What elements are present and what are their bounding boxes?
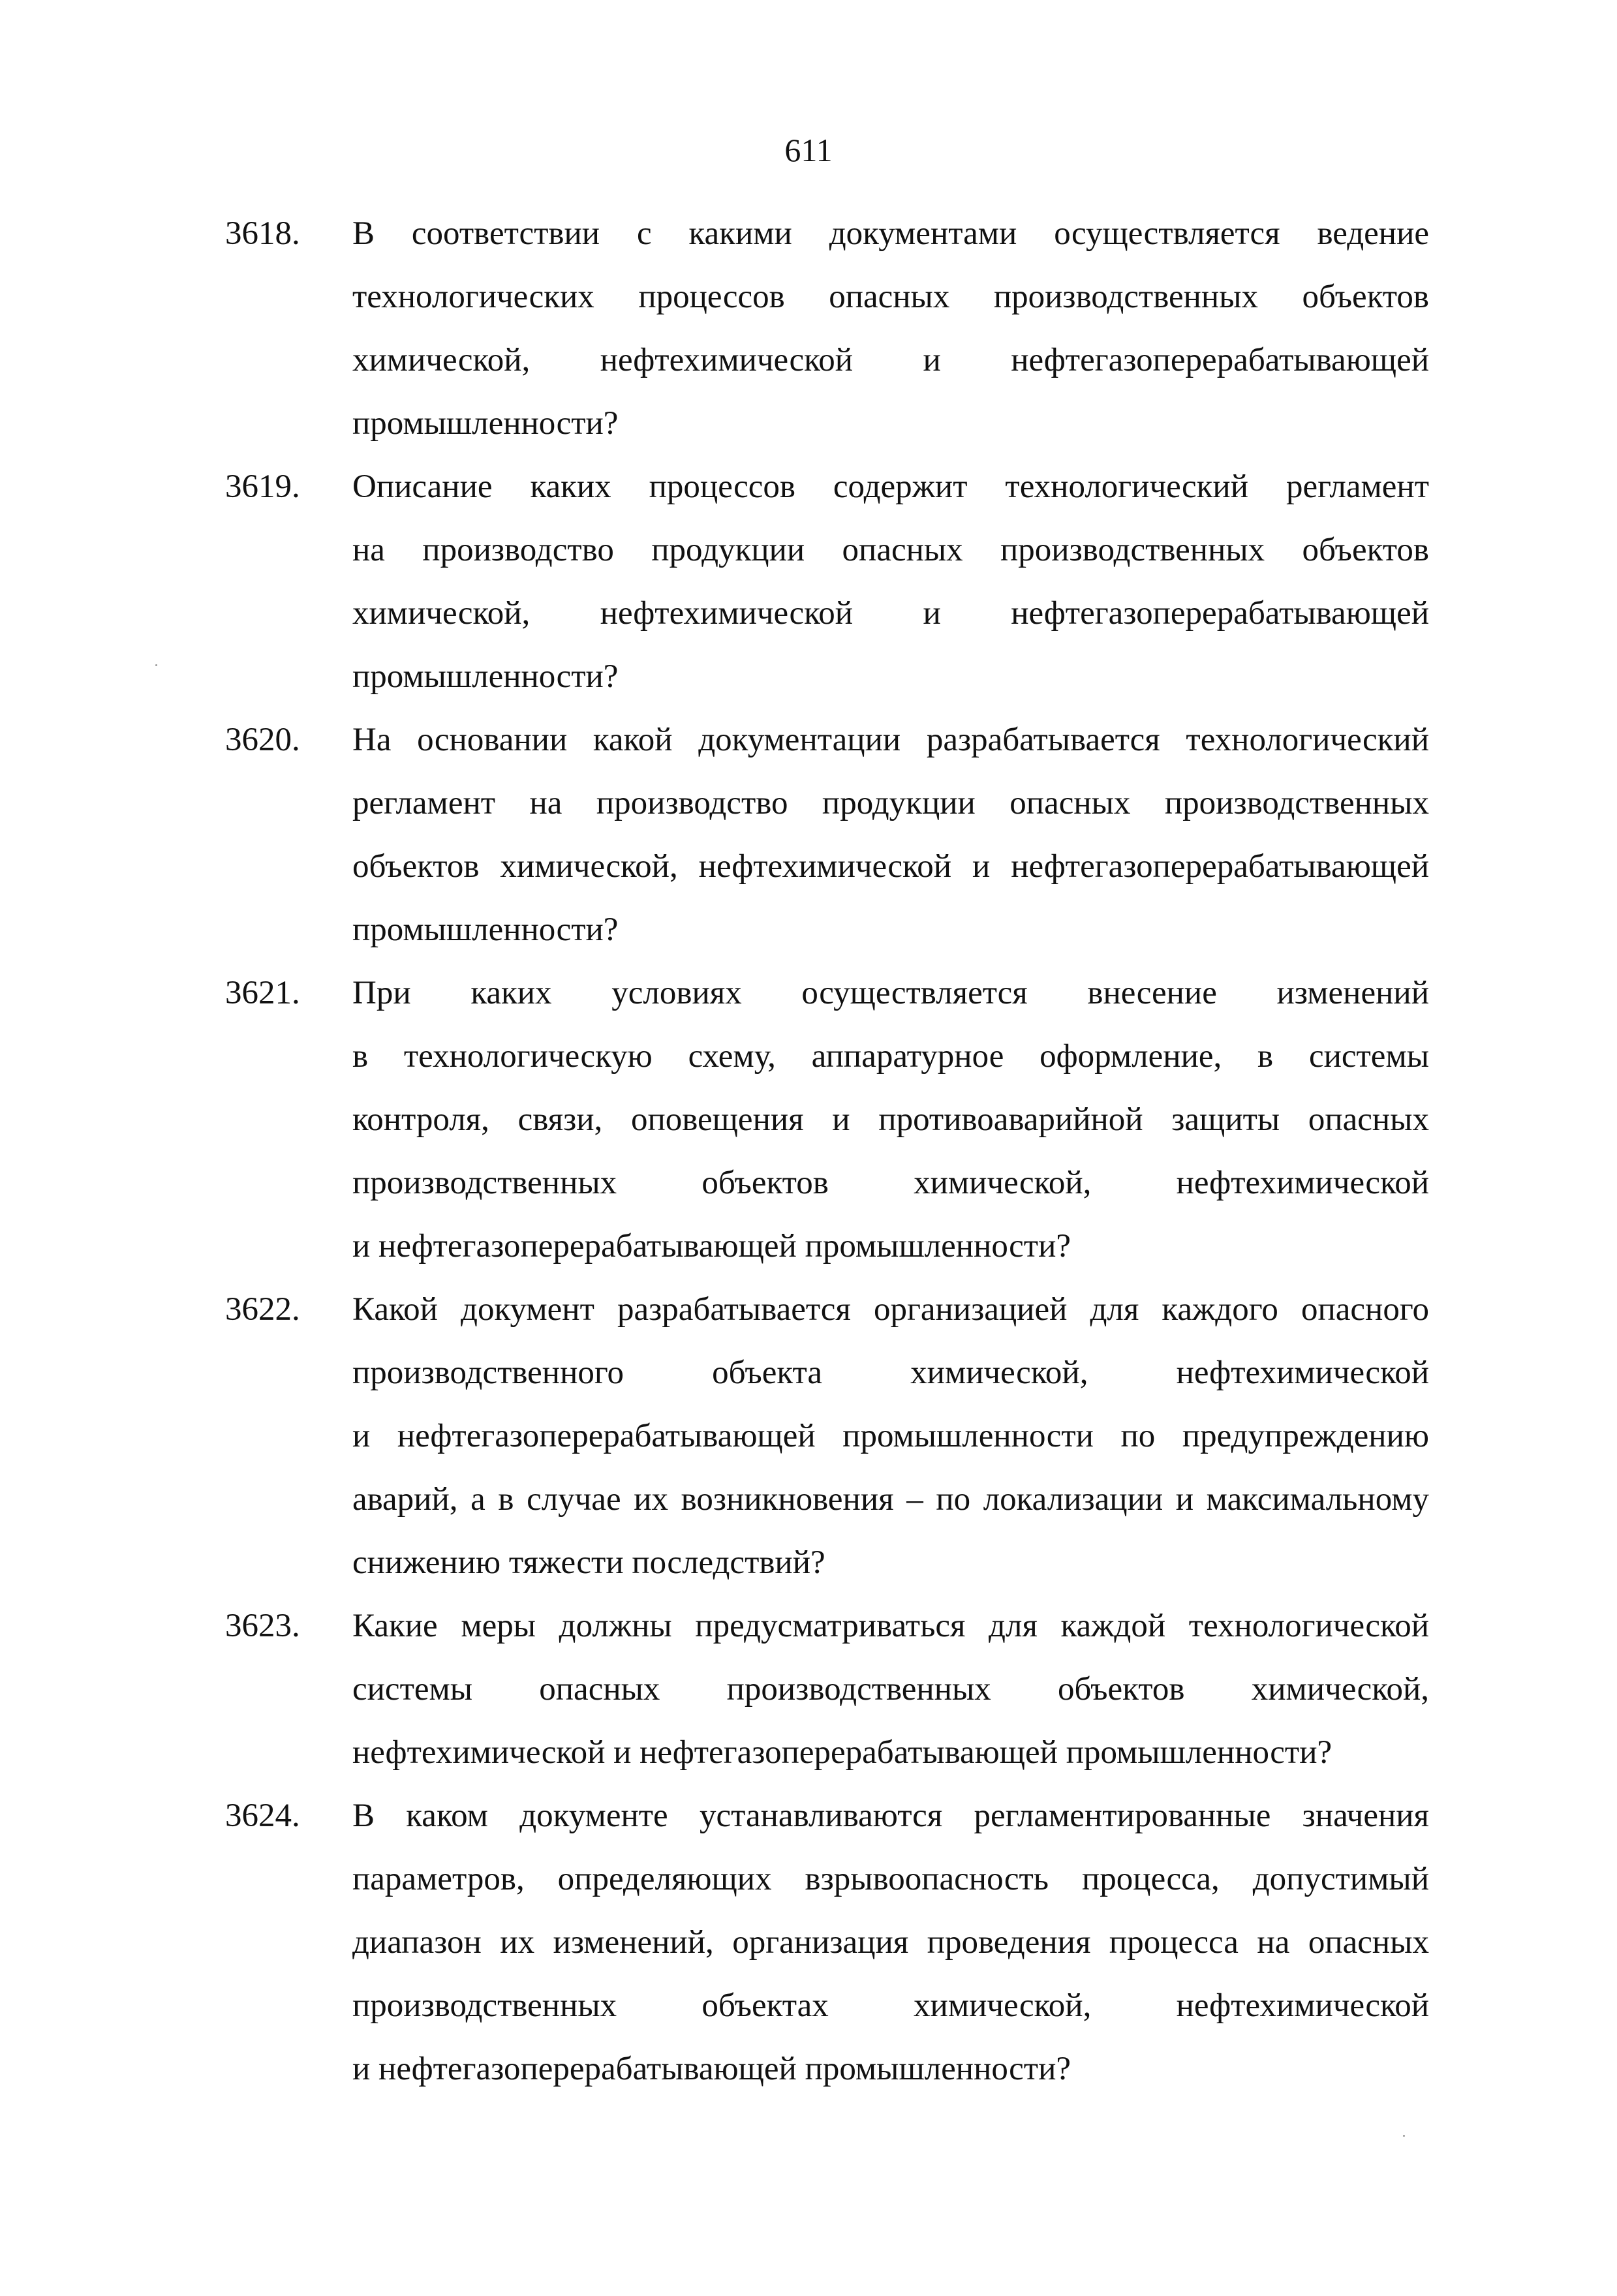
question-3622 xyxy=(225,1278,1429,1595)
question-line: Какие меры должны предусматриваться для каждой технологической xyxy=(352,1608,1429,1644)
question-line: производственных объектов химической, нефтехимической xyxy=(352,1165,1429,1201)
scan-speck xyxy=(155,664,157,666)
question-text xyxy=(352,1784,1429,2101)
question-line: диапазон их изменений, организация проведения процесса на опасных xyxy=(352,1924,1429,1961)
question-number: 3618. xyxy=(225,215,300,252)
question-line: системы опасных производственных объектов химической, xyxy=(352,1671,1429,1707)
question-line: На основании какой документации разрабатывается технологический xyxy=(352,722,1429,758)
question-line: В соответствии с какими документами осуществляется ведение xyxy=(352,215,1429,252)
question-number: 3621. xyxy=(225,975,300,1011)
question-number: 3619. xyxy=(225,468,300,505)
scan-speck xyxy=(1403,2135,1405,2137)
question-line: параметров, определяющих взрывоопасность процесса, допустимый xyxy=(352,1861,1429,1897)
question-line: технологических процессов опасных производственных объектов xyxy=(352,279,1429,315)
question-line: и нефтегазоперерабатывающей промышленности? xyxy=(352,2051,1071,2087)
question-text xyxy=(352,709,1429,962)
question-line: и нефтегазоперерабатывающей промышленности по предупреждению xyxy=(352,1418,1429,1454)
question-line: промышленности? xyxy=(352,911,619,948)
question-number: 3623. xyxy=(225,1608,300,1644)
question-text xyxy=(352,1278,1429,1595)
question-line: Какой документ разрабатывается организацией для каждого опасного xyxy=(352,1291,1429,1328)
question-number: 3620. xyxy=(225,722,300,758)
question-3621 xyxy=(225,962,1429,1278)
question-line: аварий, а в случае их возникновения – по локализации и максимальному xyxy=(352,1481,1429,1518)
question-text xyxy=(352,1595,1429,1784)
question-number: 3624. xyxy=(225,1798,300,1834)
question-line: снижению тяжести последствий? xyxy=(352,1544,825,1581)
question-line: промышленности? xyxy=(352,405,619,442)
question-line: Описание каких процессов содержит технологический регламент xyxy=(352,468,1429,505)
question-line: производственного объекта химической, нефтехимической xyxy=(352,1355,1429,1391)
question-text xyxy=(352,202,1429,455)
question-line: нефтехимической и нефтегазоперерабатывающей промышленности? xyxy=(352,1734,1332,1771)
question-line: контроля, связи, оповещения и противоаварийной защиты опасных xyxy=(352,1101,1429,1138)
question-3618 xyxy=(225,202,1429,455)
question-text xyxy=(352,455,1429,709)
question-number: 3622. xyxy=(225,1291,300,1328)
question-line: на производство продукции опасных производственных объектов xyxy=(352,532,1429,568)
question-line: объектов химической, нефтехимической и нефтегазоперерабатывающей xyxy=(352,848,1429,885)
page-number: 611 xyxy=(784,132,833,168)
question-line: в технологическую схему, аппаратурное оформление, в системы xyxy=(352,1038,1429,1075)
question-line: регламент на производство продукции опасных производственных xyxy=(352,785,1429,821)
question-line: производственных объектах химической, нефтехимической xyxy=(352,1987,1429,2024)
question-3623 xyxy=(225,1595,1429,1784)
question-3620 xyxy=(225,709,1429,962)
question-line: химической, нефтехимической и нефтегазоперерабатывающей xyxy=(352,342,1429,378)
question-list xyxy=(225,202,1429,2101)
question-line: В каком документе устанавливаются регламентированные значения xyxy=(352,1798,1429,1834)
question-3619 xyxy=(225,455,1429,709)
question-line: химической, нефтехимической и нефтегазоперерабатывающей xyxy=(352,595,1429,632)
question-3624 xyxy=(225,1784,1429,2101)
question-line: и нефтегазоперерабатывающей промышленности? xyxy=(352,1228,1071,1264)
question-line: При каких условиях осуществляется внесение изменений xyxy=(352,975,1429,1011)
question-line: промышленности? xyxy=(352,658,619,695)
question-text xyxy=(352,962,1429,1278)
